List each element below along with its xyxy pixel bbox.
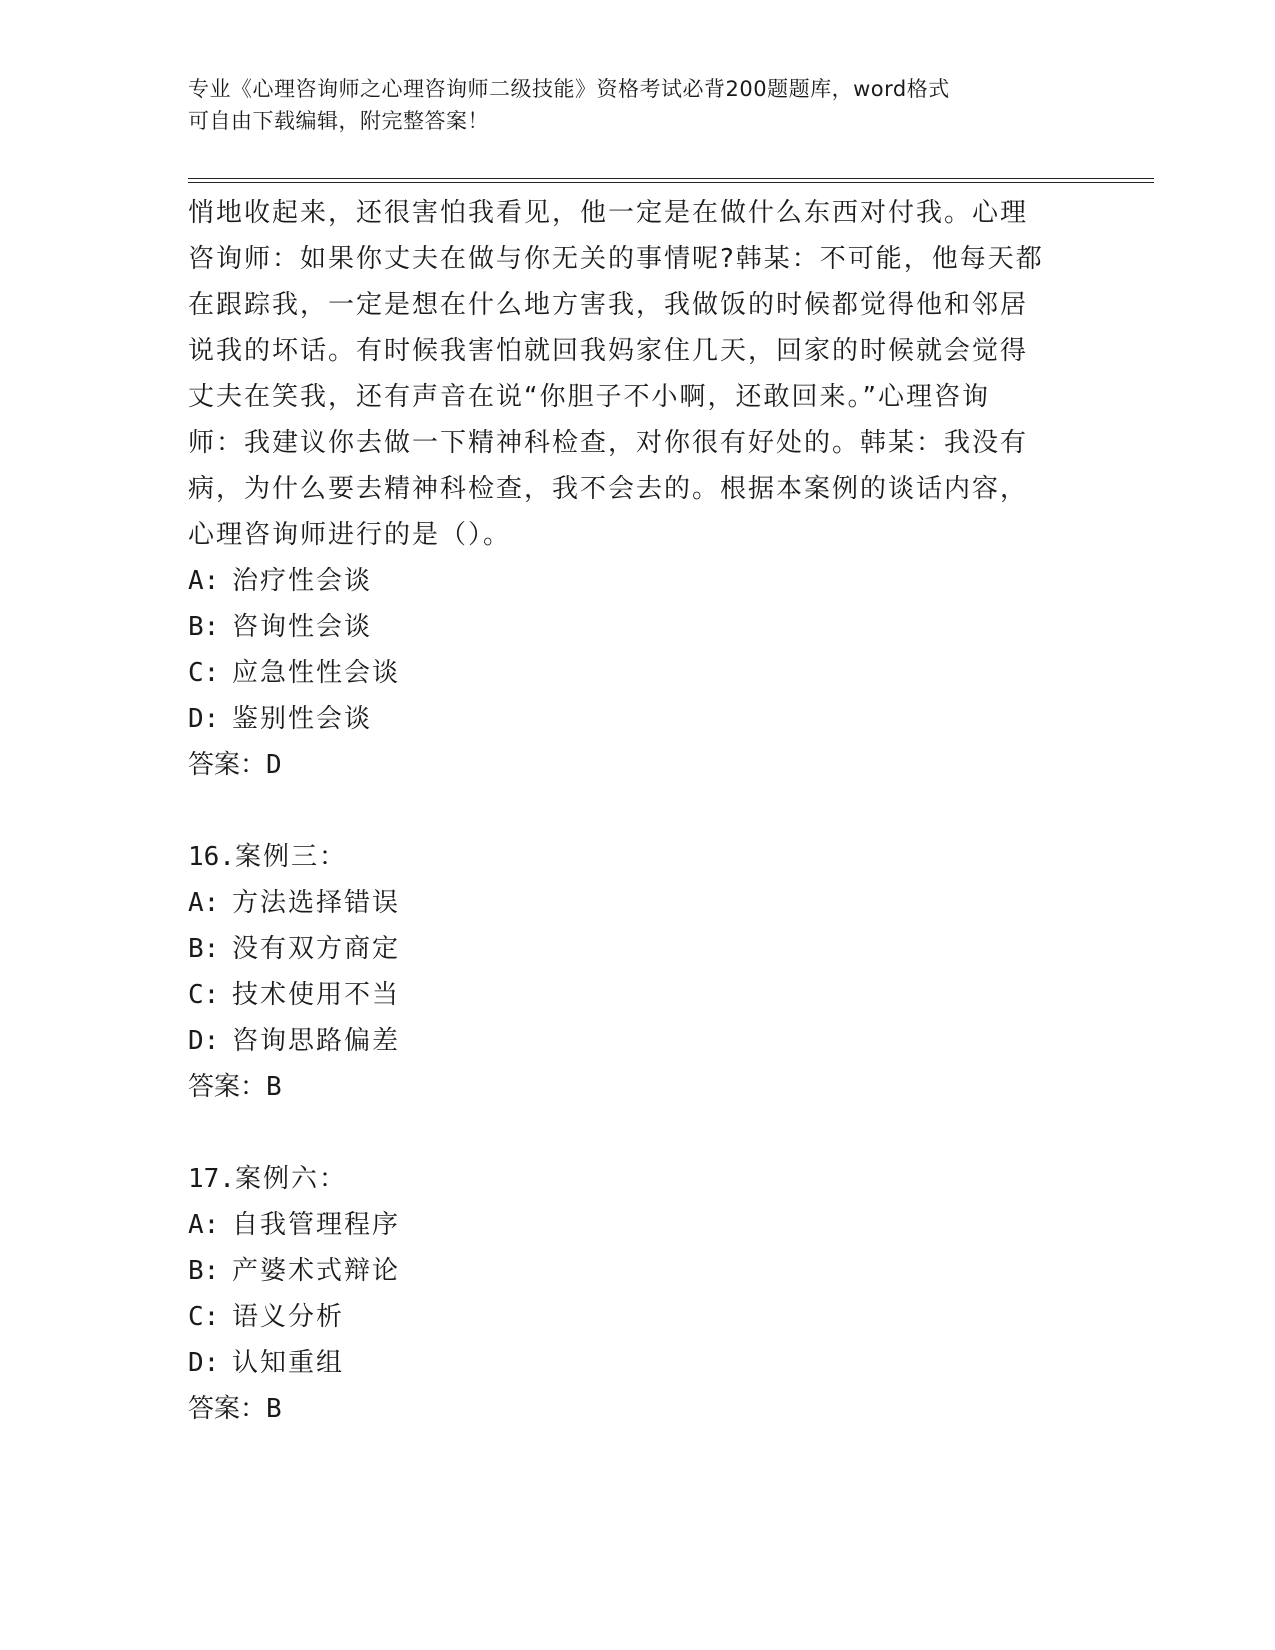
option-b <box>188 1248 1088 1294</box>
option-text: 产婆术式辩论 <box>232 1256 401 1286</box>
stem-line: 心理咨询师进行的是（）。 <box>188 520 512 550</box>
question-17-answer <box>188 1386 1088 1432</box>
question-16 <box>188 834 1088 1110</box>
option-text: 咨询思路偏差 <box>232 1026 401 1056</box>
option-text: 治疗性会谈 <box>232 566 373 596</box>
stem-line: 病，为什么要去精神科检查，我不会去的。根据本案例的谈话内容， <box>188 474 1029 504</box>
option-letter: D: <box>188 704 220 734</box>
question-title <box>188 834 1088 880</box>
option-d <box>188 696 1088 742</box>
question-title <box>188 1156 1088 1202</box>
option-text: 应急性性会谈 <box>232 658 401 688</box>
option-letter: C: <box>188 658 220 688</box>
option-letter: B: <box>188 1256 220 1286</box>
option-a <box>188 880 1088 926</box>
option-d <box>188 1018 1088 1064</box>
stem-line: 丈夫在笑我，还有声音在说“你胆子不小啊，还敢回来。”心理咨询 <box>188 382 990 412</box>
question-text: 案例三： <box>234 842 347 872</box>
option-letter: D: <box>188 1026 220 1056</box>
stem-line: 悄地收起来，还很害怕我看见，他一定是在做什么东西对付我。心理 <box>188 198 1029 228</box>
option-text: 鉴别性会谈 <box>232 704 373 734</box>
option-letter: A: <box>188 566 220 596</box>
spacer <box>188 788 1088 834</box>
spacer <box>188 1110 1088 1156</box>
option-a <box>188 1202 1088 1248</box>
option-letter: C: <box>188 1302 220 1332</box>
option-letter: D: <box>188 1348 220 1378</box>
option-text: 认知重组 <box>232 1348 345 1378</box>
page-header <box>188 73 1088 137</box>
question-number: 16. <box>188 842 235 872</box>
stem-line: 师：我建议你去做一下精神科检查，对你很有好处的。韩某：我没有 <box>188 428 1029 458</box>
question-text: 案例六： <box>234 1164 347 1194</box>
answer-label: 答案： <box>188 750 267 780</box>
option-letter: A: <box>188 1210 220 1240</box>
option-b <box>188 604 1088 650</box>
option-c <box>188 650 1088 696</box>
question-number: 17. <box>188 1164 235 1194</box>
option-text: 没有双方商定 <box>232 934 401 964</box>
option-text: 方法选择错误 <box>232 888 401 918</box>
question-17 <box>188 1156 1088 1432</box>
option-c <box>188 1294 1088 1340</box>
header-line-2: 可自由下载编辑，附完整答案！ <box>188 109 489 133</box>
option-letter: B: <box>188 612 220 642</box>
header-line-1: 专业《心理咨询师之心理咨询师二级技能》资格考试必背200题题库，word格式 <box>188 77 950 101</box>
option-text: 咨询性会谈 <box>232 612 373 642</box>
answer-value: D <box>266 750 282 780</box>
document-body <box>188 190 1088 1432</box>
answer-value: B <box>266 1072 282 1102</box>
answer-label: 答案： <box>188 1072 267 1102</box>
answer-value: B <box>266 1394 282 1424</box>
option-letter: C: <box>188 980 220 1010</box>
option-text: 自我管理程序 <box>232 1210 401 1240</box>
option-letter: B: <box>188 934 220 964</box>
question-15-options <box>188 558 1088 742</box>
stem-line: 在跟踪我，一定是想在什么地方害我，我做饭的时候都觉得他和邻居 <box>188 290 1029 320</box>
option-b <box>188 926 1088 972</box>
option-c <box>188 972 1088 1018</box>
option-letter: A: <box>188 888 220 918</box>
header-divider <box>188 178 1154 183</box>
option-d <box>188 1340 1088 1386</box>
stem-line: 咨询师：如果你丈夫在做与你无关的事情呢?韩某：不可能，他每天都 <box>188 244 1044 274</box>
answer-label: 答案： <box>188 1394 267 1424</box>
question-15-stem <box>188 190 1088 558</box>
question-15-answer <box>188 742 1088 788</box>
option-a <box>188 558 1088 604</box>
question-16-answer <box>188 1064 1088 1110</box>
option-text: 语义分析 <box>232 1302 345 1332</box>
stem-line: 说我的坏话。有时候我害怕就回我妈家住几天，回家的时候就会觉得 <box>188 336 1029 366</box>
option-text: 技术使用不当 <box>232 980 401 1010</box>
